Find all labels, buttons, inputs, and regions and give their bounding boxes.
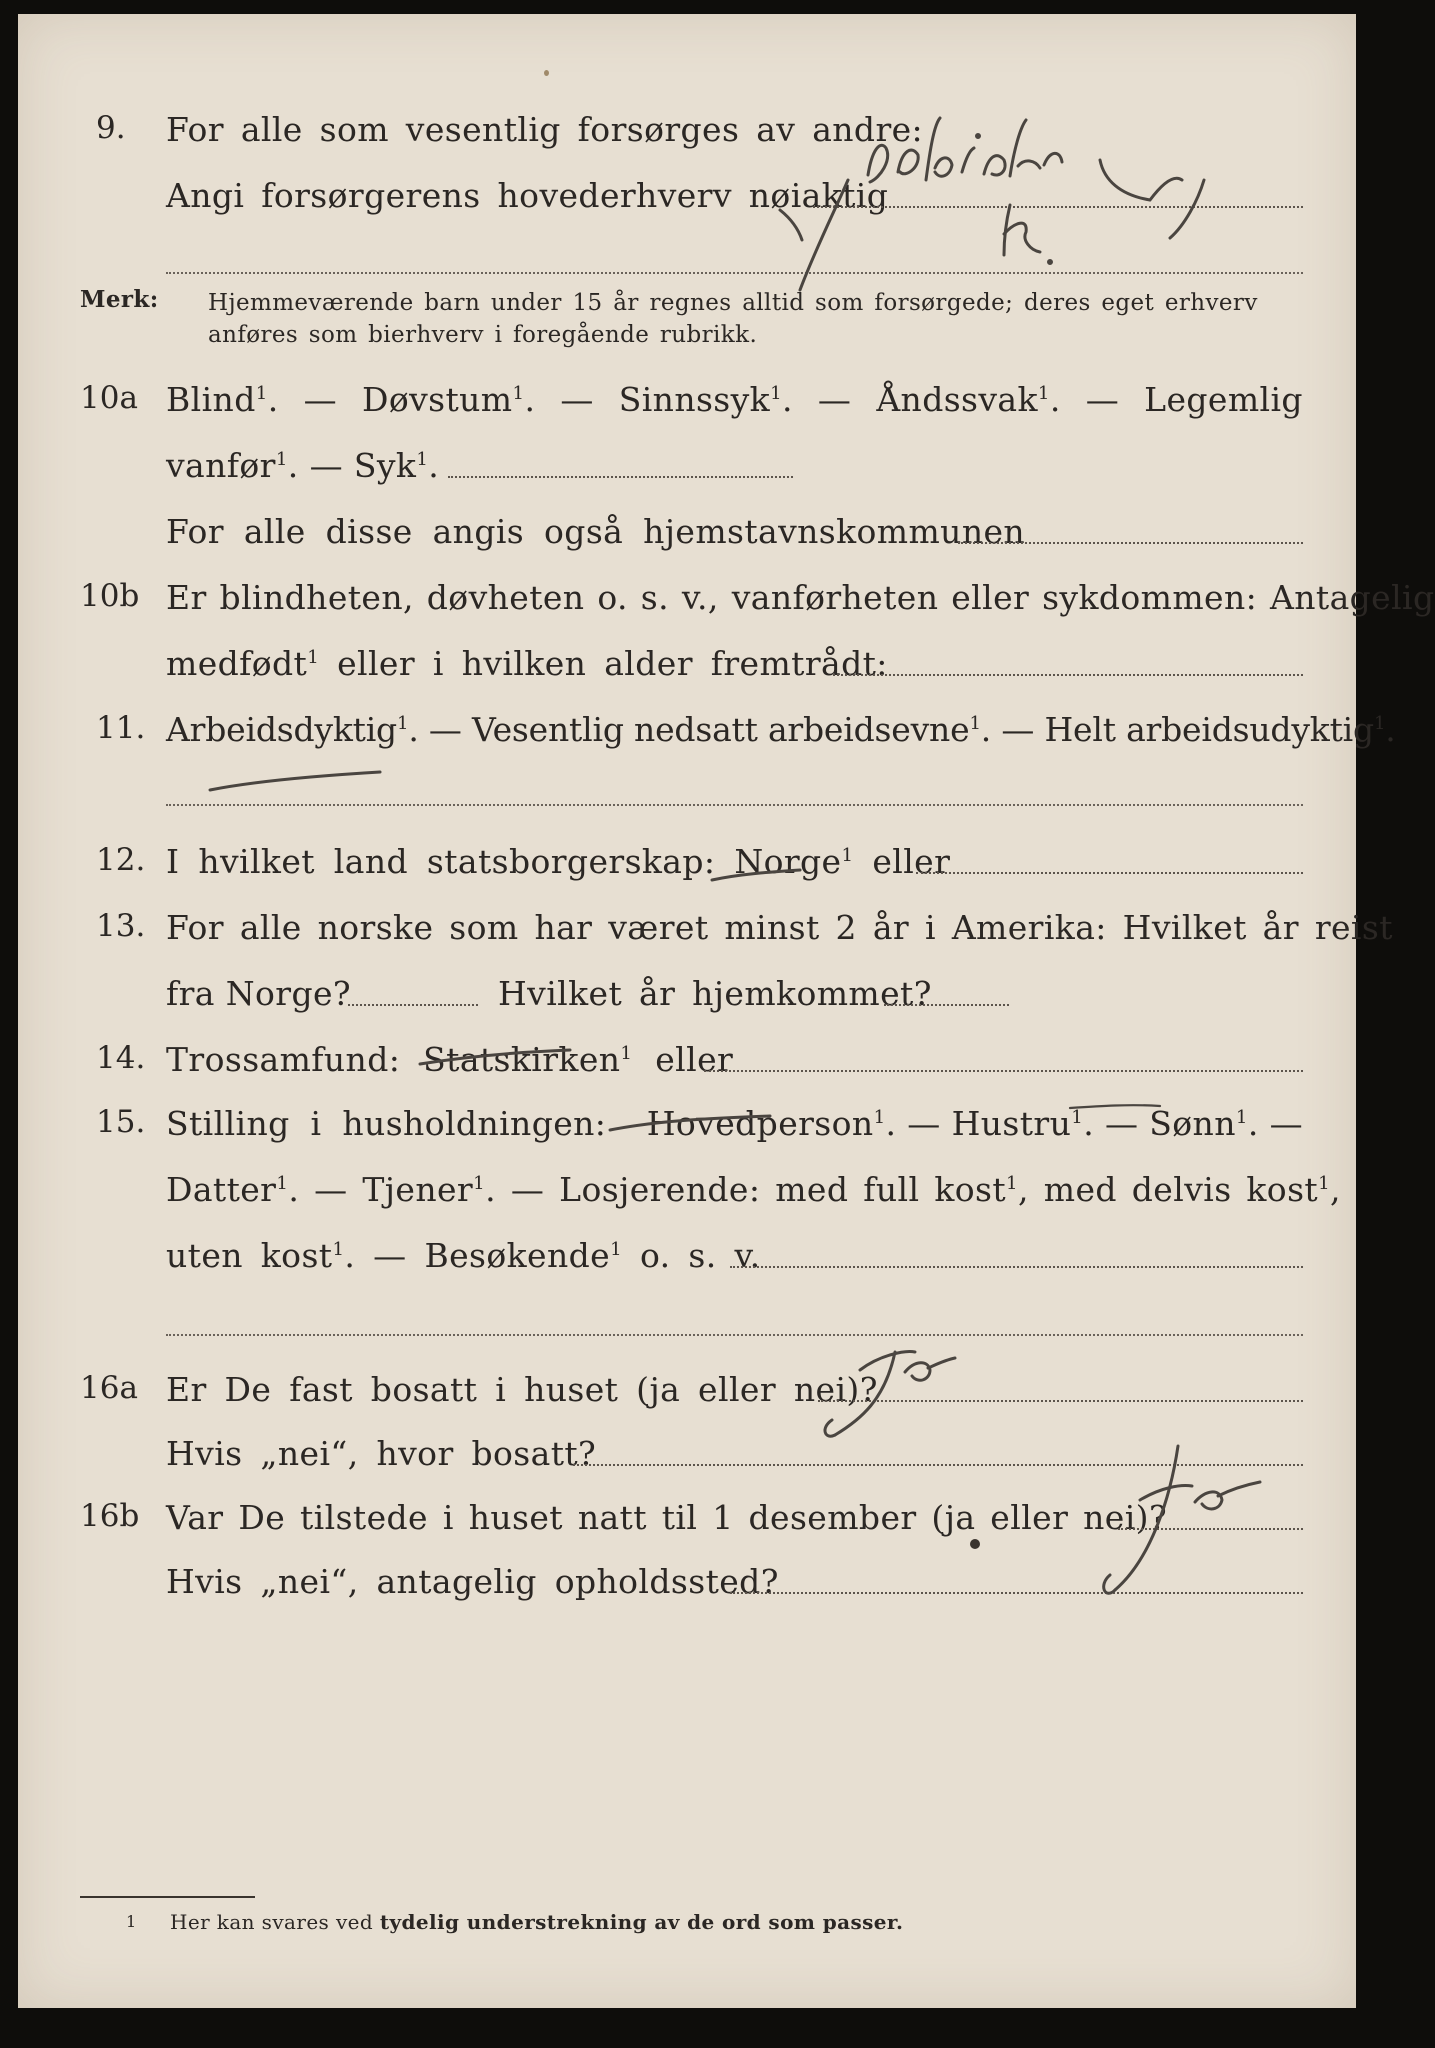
option-arbeidsdyktig: Arbeidsdyktig (166, 710, 397, 749)
census-form-page (18, 14, 1435, 2008)
q10a-line3: For alle disse angis også hjemstavnskommunen (166, 512, 1026, 551)
q9-number: 9. (96, 110, 126, 146)
q16b-where-line (730, 1592, 1303, 1594)
option-vanfor: vanfør (166, 446, 276, 485)
option-syk: Syk (353, 446, 417, 485)
q10a-line1: Blind$^1$. — Døvstum$^1$. — Sinnssyk$^1$. — Åndssvak$^1$. — Legemlig (166, 380, 1303, 419)
q12-line: I hvilket land statsborgerskap: Norge$^1$ eller (166, 842, 951, 881)
q14-number: 14. (96, 1040, 146, 1076)
option-norge: Norge (734, 842, 842, 881)
q11-line: Arbeidsdyktig$^1$. — Vesentlig nedsatt arbeidsevne$^1$. — Helt arbeidsudyktig$^1$. (166, 710, 1396, 749)
q10a-syk-line (448, 476, 793, 478)
q10b-line2: medfødt$^1$ eller i hvilken alder fremtrådt: (166, 644, 888, 683)
q10b-number: 10b (80, 578, 140, 614)
merk-line1: Hjemmeværende barn under 15 år regnes alltid som forsørgede; deres eget erhverv (208, 290, 1258, 316)
merk-label: Merk: (80, 286, 159, 313)
option-hovedperson: Hovedperson (646, 1104, 874, 1143)
q10b-line1: Er blindheten, døvheten o. s. v., vanførheten eller sykdommen: Antagelig (166, 578, 1435, 617)
q10a-line2: vanfør$^1$. — Syk$^1$. (166, 446, 440, 485)
q9-answer-line (813, 206, 1303, 208)
q10b-answer-line (833, 674, 1303, 676)
option-blind: Blind (166, 380, 256, 419)
q13-left-line (348, 1004, 478, 1006)
q13-number: 13. (96, 908, 146, 944)
q12-answer-line (916, 872, 1303, 874)
footnote-text: Her kan svares ved tydelig understrekning av de ord som passer. (170, 1910, 904, 1934)
option-statskirken: Statskirken (423, 1040, 621, 1079)
q16b-line2: Hvis „nei“, antagelig opholdssted? (166, 1562, 779, 1601)
q16a-answer-line (818, 1400, 1303, 1402)
q9-line1: For alle som vesentlig forsørges av andre: (166, 110, 924, 149)
q15-answer-line (730, 1266, 1303, 1268)
q16b-number: 16b (80, 1498, 140, 1534)
q16a-line1: Er De fast bosatt i huset (ja eller nei)? (166, 1370, 878, 1409)
footnote-rule (80, 1896, 255, 1898)
q15-line3: uten kost$^1$. — Besøkende$^1$ o. s. v. (166, 1236, 761, 1275)
paper-speck (544, 70, 549, 76)
q16a-number: 16a (80, 1370, 138, 1406)
q15-line2: Datter$^1$. — Tjener$^1$. — Losjerende: med full kost$^1$, med delvis kost$^1$, (166, 1170, 1341, 1209)
q11-number: 11. (96, 710, 146, 746)
merk-line2: anføres som bierhverv i foregående rubrikk. (208, 322, 758, 348)
footnote-mark: 1 (126, 1912, 137, 1931)
q10a-hometown-line (958, 542, 1303, 544)
q14-answer-line (704, 1070, 1303, 1072)
q16b-answer-line (1118, 1528, 1303, 1530)
q15-extra-line (166, 1334, 1303, 1336)
q12-number: 12. (96, 842, 146, 878)
q10a-number: 10a (80, 380, 138, 416)
option-dovstum: Døvstum (361, 380, 513, 419)
q13-line1: For alle norske som har været minst 2 år i Amerika: Hvilket år reist (166, 908, 1393, 947)
q15-line1: Stilling i husholdningen: Hovedperson$^1$. — Hustru$^1$. — Sønn$^1$. — (166, 1104, 1303, 1143)
option-sinnssyk: Sinnssyk (618, 380, 771, 419)
q16a-where-line (573, 1464, 1303, 1466)
q13-line2b: Hvilket år hjemkommet? (498, 974, 932, 1013)
option-legemlig: Legemlig (1144, 380, 1303, 419)
q13-right-line (884, 1004, 1009, 1006)
option-andssvak: Åndssvak (876, 380, 1038, 419)
q14-line: Trossamfund: Statskirken$^1$ eller (166, 1040, 734, 1079)
q16b-line1: Var De tilstede i huset natt til 1 desember (ja eller nei)? (166, 1498, 1168, 1537)
q16a-line2: Hvis „nei“, hvor bosatt? (166, 1434, 597, 1473)
q9-extra-line (166, 272, 1303, 274)
q11-extra-line (166, 804, 1303, 806)
q13-line2a: fra Norge? (166, 974, 352, 1013)
q15-number: 15. (96, 1104, 146, 1140)
q9-line2: Angi forsørgerens hovederhverv nøiaktig (166, 176, 889, 215)
